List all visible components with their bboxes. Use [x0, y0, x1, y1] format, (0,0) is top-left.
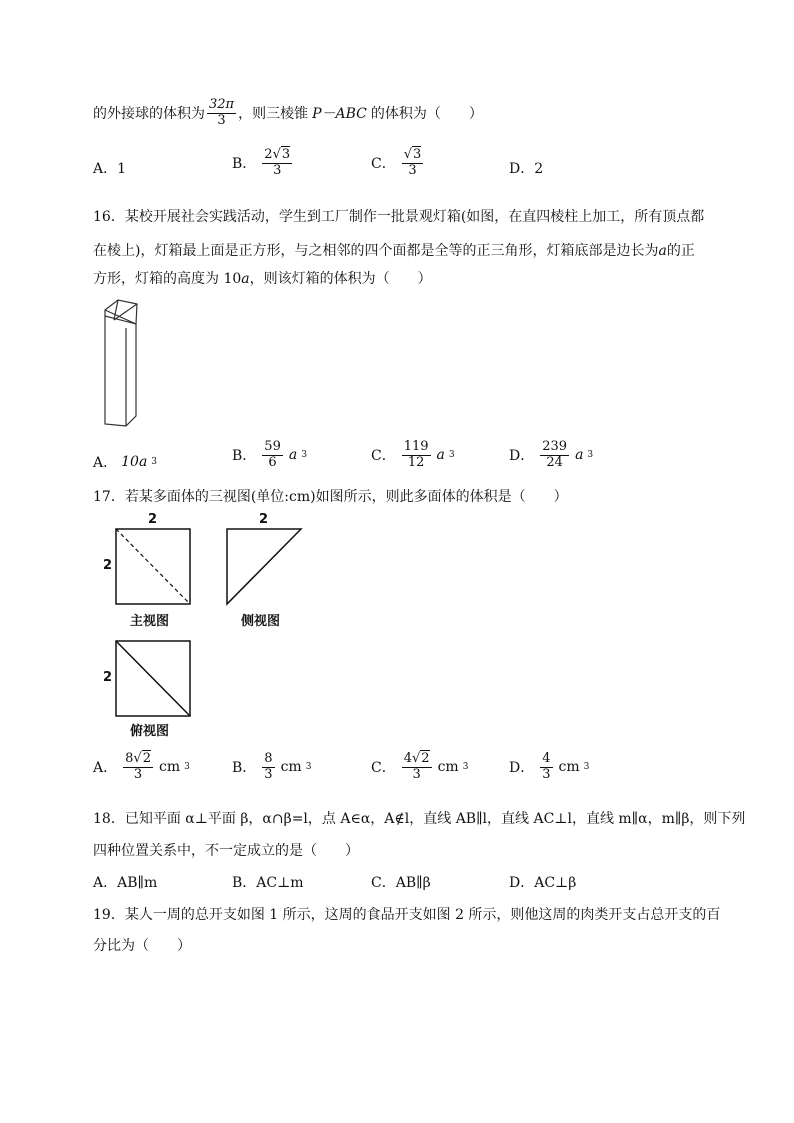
front-view-diagram: [115, 528, 191, 606]
q15-option-d[interactable]: [509, 158, 543, 178]
q16-c-sup: 3: [448, 450, 455, 461]
q16-b-den: 6: [268, 454, 277, 470]
q16-option-a-label: A．: [93, 455, 118, 471]
lightbox-figure: [100, 298, 145, 428]
q17-b-sup: 3: [305, 762, 312, 773]
q16-option-b-frac: [262, 440, 283, 471]
q18-option-b[interactable]: B．AC⊥m: [232, 875, 304, 891]
q19-line2: 分比为（ ）: [93, 938, 191, 954]
q16-c-den: 12: [407, 454, 425, 470]
front-view-left-dim: 2: [103, 558, 113, 573]
q15-option-c-label: C．: [371, 156, 396, 173]
q15-b-num-pre: 2: [264, 147, 273, 162]
q17-d-num: 4: [542, 751, 551, 766]
q15-option-b-frac: $\frac{2√3}{3}$: [264, 147, 291, 178]
q16-option-c[interactable]: [371, 440, 455, 471]
q15-c-num-rad: 3: [413, 147, 422, 162]
q17-b-unit: cm: [280, 759, 302, 776]
q16-d-den: 24: [546, 454, 563, 470]
q17-stem-unit: cm: [289, 489, 311, 505]
q15-b-num-rad: 3: [281, 147, 291, 162]
q16-option-a-expr: 10a: [121, 454, 148, 470]
q15-text-var: P－ABC: [312, 106, 367, 123]
q17-option-c[interactable]: [371, 752, 468, 783]
q16-option-b-label: B．: [232, 448, 257, 465]
q15-option-c-frac: $\frac{√3}{3}$: [403, 147, 422, 178]
q16-option-d[interactable]: [509, 440, 593, 471]
q15-option-b-label: B．: [232, 156, 257, 173]
q18-option-c[interactable]: C．AB∥β: [371, 875, 431, 891]
q15-text-b: ，则三棱锥: [238, 106, 309, 123]
q16-b-sup: 3: [301, 450, 307, 461]
q17-option-d[interactable]: [509, 752, 589, 783]
q16-option-a[interactable]: [93, 452, 157, 472]
q15-frac-num: 32π: [209, 97, 235, 112]
q17-d-unit: cm: [558, 759, 580, 776]
q17-option-a-label: A．: [93, 760, 118, 777]
q16-line2-var: a: [658, 243, 667, 259]
q18-option-a[interactable]: A．AB∥m: [93, 875, 158, 891]
q16-line3-var: a: [241, 271, 250, 287]
q15-text-c: 的体积为（ ）: [370, 106, 483, 123]
q17-c-num-rad: 2: [421, 751, 430, 766]
q16-line2: [93, 240, 695, 260]
q15-option-d-label: D．2: [509, 161, 544, 177]
q15-stem: [93, 98, 483, 129]
q17-b-num: 8: [264, 751, 273, 766]
q15-b-den: 3: [273, 162, 282, 178]
front-view-label: 主视图: [130, 614, 170, 629]
q17-option-d-label: D．: [509, 760, 535, 777]
q15-option-c[interactable]: [371, 148, 425, 179]
side-view-label: 侧视图: [241, 614, 281, 629]
q16-line1: 16．某校开展社会实践活动，学生到工厂制作一批景观灯箱(如图，在直四棱柱上加工，所有顶点都: [93, 209, 705, 225]
q16-c-var: a: [436, 447, 445, 464]
side-view-diagram: [225, 528, 303, 606]
q17-option-b-frac: [262, 752, 274, 783]
q17-option-b-label: B．: [232, 760, 257, 777]
q17-stem-b: )如图所示，则此多面体的体积是（ ）: [310, 489, 568, 505]
q17-option-c-label: C．: [371, 760, 396, 777]
q16-option-c-frac: [402, 440, 431, 471]
q17-option-d-frac: [540, 752, 552, 783]
q16-line3-b: ，则该灯箱的体积为（ ）: [249, 271, 432, 287]
q16-option-a-sup: 3: [151, 457, 158, 467]
q17-option-c-frac: $\frac{4√2}{3}$: [403, 751, 430, 782]
q17-a-sup: 3: [184, 762, 190, 773]
q18-option-d[interactable]: D．AC⊥β: [509, 875, 577, 891]
q17-c-sup: 3: [462, 762, 469, 773]
q16-line3: [93, 268, 432, 288]
q16-b-var: a: [288, 447, 298, 464]
q17-a-num-rad: 2: [142, 751, 151, 766]
q17-a-den: 3: [133, 766, 143, 782]
q17-c-unit: cm: [437, 759, 459, 776]
top-view-label: 俯视图: [130, 724, 170, 739]
q17-stem: [93, 486, 568, 506]
q16-c-num: 119: [403, 439, 429, 454]
q17-d-sup: 3: [583, 762, 590, 773]
q16-option-c-label: C．: [371, 448, 396, 465]
front-view-top-dim: 2: [148, 512, 158, 527]
q17-a-num-pre: 8: [125, 751, 134, 766]
q16-d-var: a: [575, 447, 584, 464]
q16-option-d-frac: [540, 440, 569, 471]
q18-line1: 18．已知平面 α⊥平面 β，α∩β=l，点 A∈α，A∉l，直线 AB∥l，直线 AC⊥l，直线 m∥α，m∥β，则下列: [93, 811, 746, 827]
q17-stem-a: 17．若某多面体的三视图(单位:: [93, 489, 289, 505]
q17-d-den: 3: [542, 766, 551, 782]
q15-option-b[interactable]: [232, 148, 294, 179]
side-view-top-dim: 2: [259, 512, 269, 527]
q15-c-den: 3: [408, 162, 417, 178]
q15-fraction: [207, 98, 236, 129]
q17-option-b[interactable]: [232, 752, 311, 783]
q17-b-den: 3: [264, 766, 273, 782]
q16-line2-b: 的正: [666, 243, 695, 259]
top-view-diagram: [115, 640, 191, 718]
q15-option-a[interactable]: [93, 158, 126, 178]
q17-c-den: 3: [412, 766, 421, 782]
q17-option-a-frac: $\frac{8√2}{3}$: [125, 751, 151, 782]
q16-option-d-label: D．: [509, 448, 535, 465]
q18-line2: 四种位置关系中，不一定成立的是（ ）: [93, 843, 359, 859]
q19-line1: 19．某人一周的总开支如图 1 所示，这周的食品开支如图 2 所示，则他这周的肉类开支占总开支的百: [93, 907, 721, 923]
q15-text-a: 的外接球的体积为: [93, 106, 205, 123]
q16-d-sup: 3: [587, 450, 594, 461]
top-view-left-dim: 2: [103, 670, 113, 685]
q16-d-num: 239: [542, 439, 568, 454]
q15-frac-den: 3: [217, 112, 226, 128]
q16-line3-a: 方形，灯箱的高度为 10: [93, 271, 242, 287]
q17-c-num-pre: 4: [403, 751, 412, 766]
q15-option-a-label: A．1: [93, 161, 127, 177]
q16-option-b[interactable]: [232, 440, 307, 471]
q16-line2-a: 在棱上)，灯箱最上面是正方形，与之相邻的四个面都是全等的正三角形，灯箱底部是边长为: [93, 243, 659, 259]
q16-b-num: 59: [264, 439, 281, 454]
q17-option-a[interactable]: [93, 752, 190, 783]
q17-a-unit: cm: [158, 759, 181, 776]
